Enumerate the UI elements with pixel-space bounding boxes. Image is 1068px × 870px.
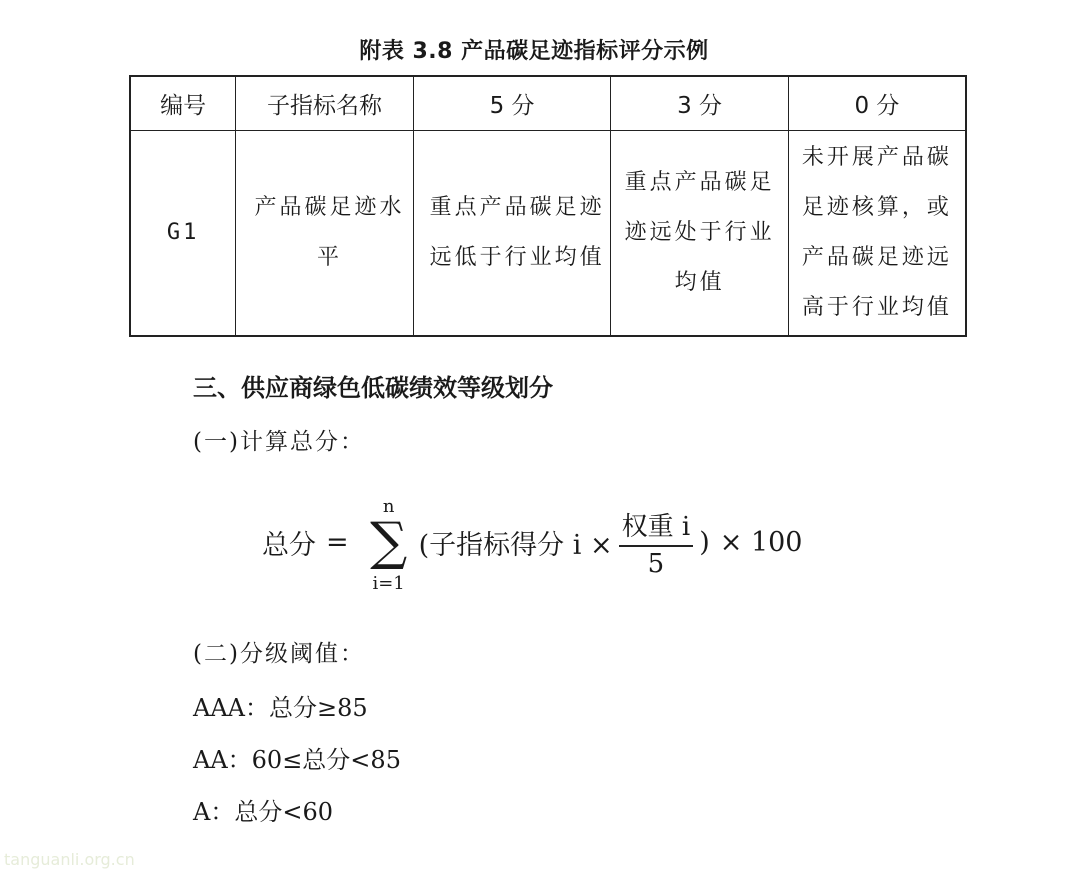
cell-line: 重点产品碳足 [624,169,775,195]
scoring-table [129,75,967,337]
table-row [130,130,966,336]
sigma-icon: ∑ [370,512,408,572]
cell-line: 重点产品碳足迹 [429,194,605,220]
cell-line: 足迹核算，或 [801,194,952,220]
cell-code: G1 [130,130,236,336]
header-code: 编号 [130,76,236,130]
fraction-denominator: 5 [647,548,665,579]
cell-line: 产品碳足迹远 [801,244,952,270]
cell-name-line: 产品碳足迹水 [254,194,405,220]
formula-close-paren: ) [699,526,710,558]
cell-line: 未开展产品碳 [801,144,952,170]
cell-score-3 [611,130,789,336]
table-title: 附表 3.8 产品碳足迹指标评分示例 [359,39,709,64]
cell-score-5 [413,130,611,336]
cell-line: 远低于行业均值 [429,244,605,270]
subsection-calc-total: (一)计算总分： [193,429,365,455]
header-score-0: 0 分 [788,76,966,130]
subsection-thresholds: (二)分级阈值： [193,641,365,667]
sum-upper-limit: n [382,496,395,517]
fraction-numerator: 权重 i [619,506,694,547]
weight-fraction [619,506,694,579]
formula-lhs: 总分 [262,529,316,561]
grade-aaa: AAA：总分≥85 [193,694,368,722]
watermark: tanguanli.org.cn [4,850,135,869]
cell-line: 均值 [674,269,725,295]
formula-equals: = [326,526,349,558]
formula-term: (子指标得分 i × [418,529,613,561]
cell-score-0 [788,130,966,336]
header-score-3: 3 分 [611,76,789,130]
cell-line: 迹远处于行业 [624,219,775,245]
cell-line: 高于行业均值 [801,294,952,320]
table-header-row [130,76,966,130]
section-heading: 三、供应商绿色低碳绩效等级划分 [193,374,553,402]
sum-lower-limit: i=1 [372,573,405,594]
grade-aa: AA：60≤总分<85 [193,746,401,774]
grade-a: A：总分<60 [193,798,333,826]
header-name: 子指标名称 [236,76,414,130]
cell-name-line: 平 [317,244,343,270]
formula-multiplier: × 100 [719,526,803,558]
cell-name [236,130,414,336]
total-score-formula [262,496,812,594]
summation-symbol [365,496,413,594]
header-score-5: 5 分 [413,76,611,130]
